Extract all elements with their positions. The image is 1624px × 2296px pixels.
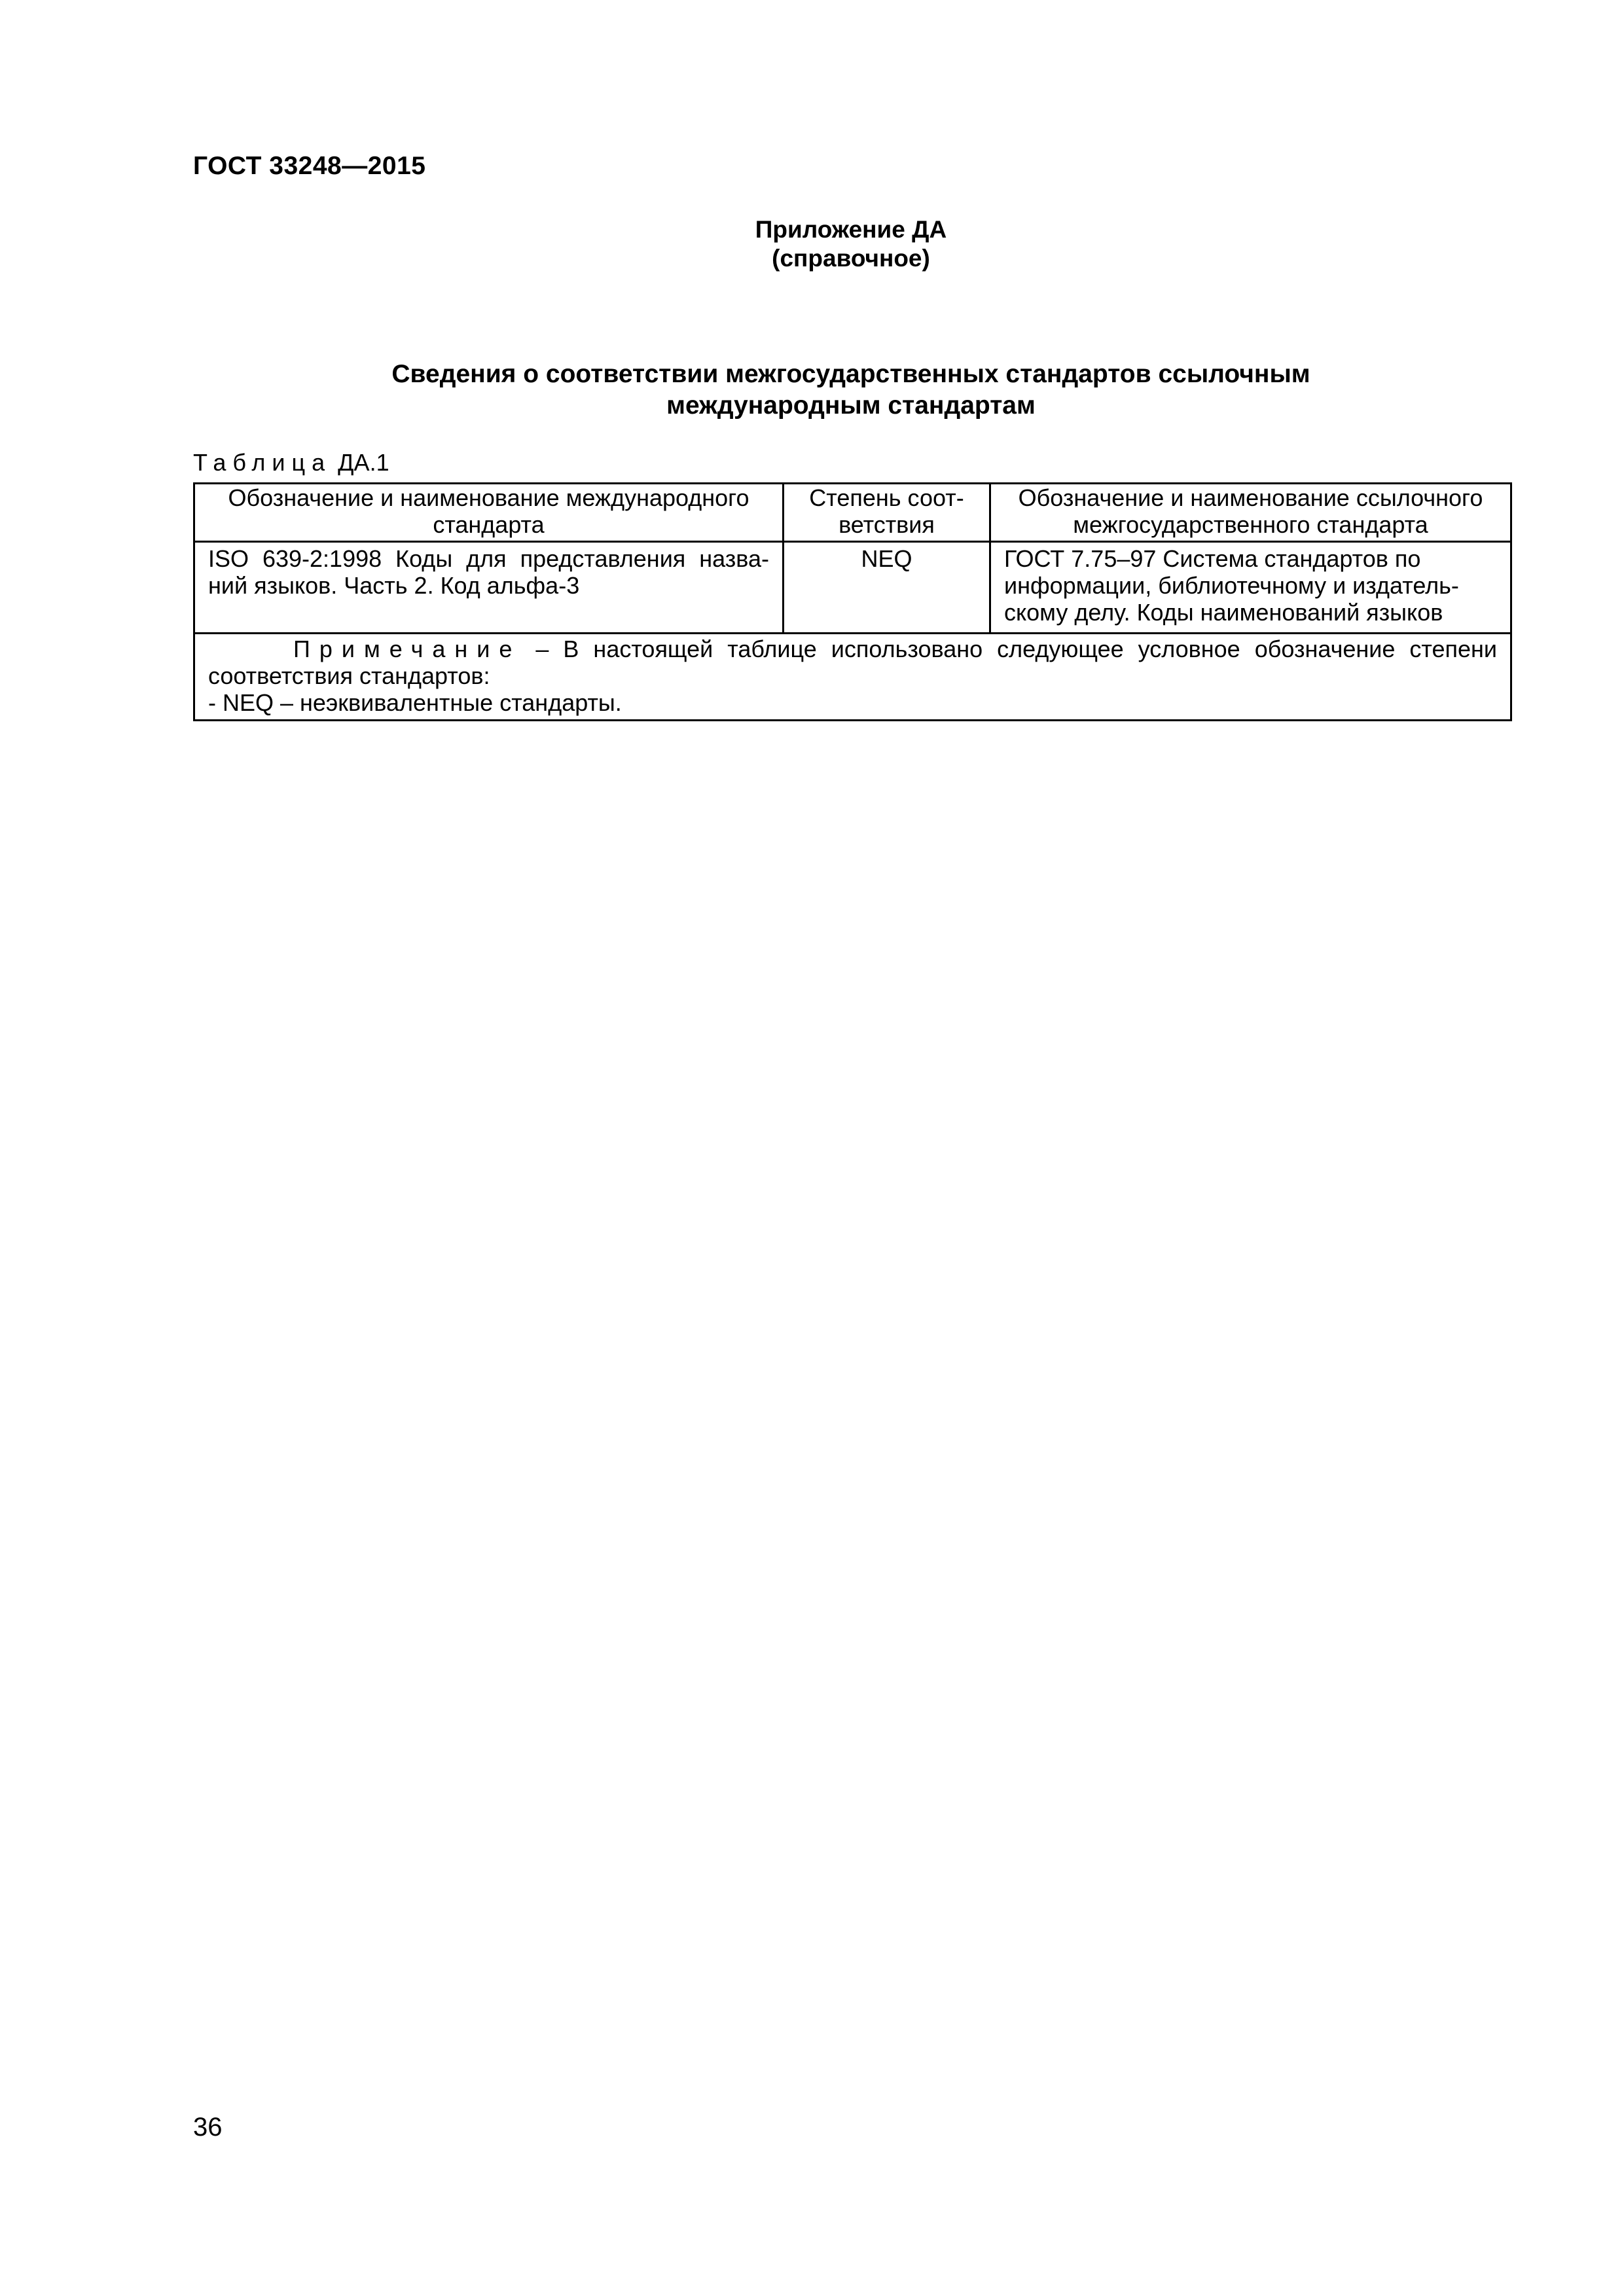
section-title-line-1: Сведения о соответствии межгосударственных стандартов ссылочным — [391, 360, 1310, 388]
note-label: Примечание — [293, 636, 522, 662]
note-text: – В настоящей таблице использовано следующее условное обозначение степени соответствия стандартов: — [208, 636, 1497, 689]
table-caption-number: ДА.1 — [338, 449, 389, 476]
cell-international-standard: ISO 639-2:1998 Коды для представления назва-ний языков. Часть 2. Код альфа-3 — [194, 542, 784, 634]
table-note — [194, 634, 1511, 721]
cell-interstate-standard: ГОСТ 7.75–97 Система стандартов по информации, библиотечному и издатель-скому делу. Коды наименований языков — [990, 542, 1511, 634]
section-title-line-2: международным стандартам — [666, 391, 1036, 420]
table-note-row — [194, 634, 1511, 721]
page-number: 36 — [193, 2113, 223, 2142]
table-row — [194, 542, 1511, 634]
table-header-row — [194, 484, 1511, 542]
appendix-title: Приложение ДА — [755, 216, 947, 243]
document-code: ГОСТ 33248—2015 — [193, 152, 426, 180]
cell-conformity-degree: NEQ — [784, 542, 990, 634]
column-header-degree: Степень соот-ветствия — [784, 484, 990, 542]
column-header-interstate: Обозначение и наименование ссылочного межгосударственного стандарта — [990, 484, 1511, 542]
table-caption — [193, 449, 389, 476]
conformity-table — [193, 482, 1512, 721]
table-caption-label: Таблица — [193, 449, 332, 476]
appendix-kind: (справочное) — [772, 245, 930, 272]
column-header-international: Обозначение и наименование международного стандарта — [194, 484, 784, 542]
note-item: - NEQ – неэквивалентные стандарты. — [208, 689, 622, 716]
